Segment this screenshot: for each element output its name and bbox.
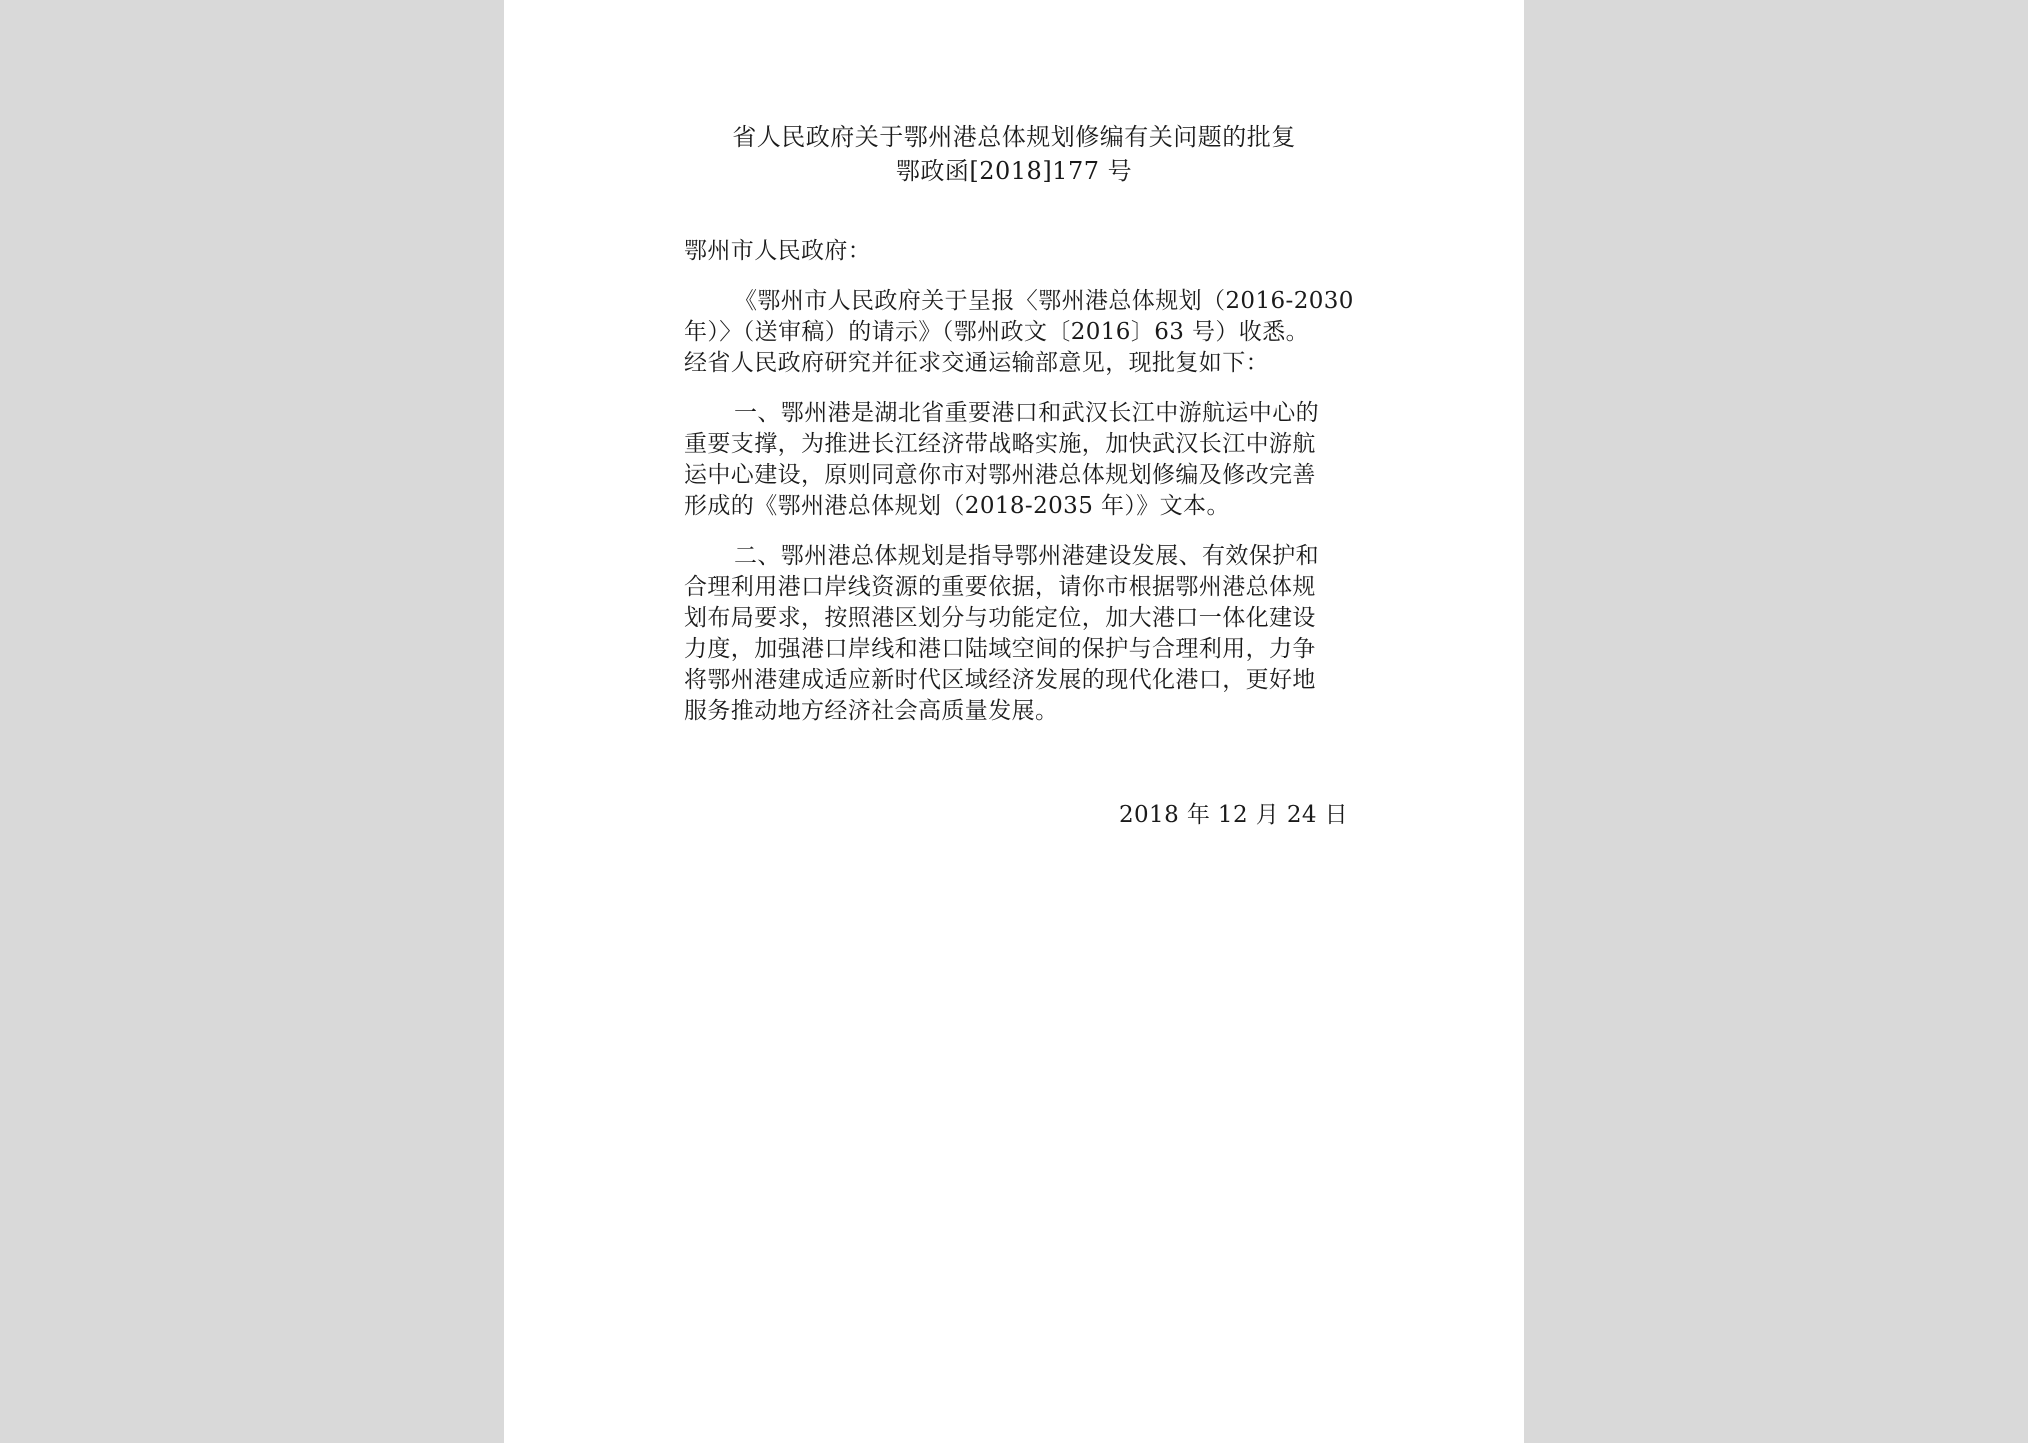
paragraph-3 [684, 541, 1349, 727]
document-date: 2018 年 12 月 24 日 [1118, 802, 1348, 828]
salutation-line: 鄂州市人民政府： [684, 238, 872, 264]
paragraph-line: 合理利用港口岸线资源的重要依据，请你市根据鄂州港总体规 [684, 574, 1316, 600]
paragraph-1 [684, 286, 1354, 379]
paragraph-line: 运中心建设，原则同意你市对鄂州港总体规划修编及修改完善 [684, 462, 1316, 488]
document-page [504, 0, 1524, 1443]
paragraph-line: 二、鄂州港总体规划是指导鄂州港建设发展、有效保护和 [734, 543, 1319, 569]
paragraph-line: 服务推动地方经济社会高质量发展。 [684, 698, 1059, 724]
paragraph-line: 经省人民政府研究并征求交通运输部意见，现批复如下： [684, 350, 1269, 376]
document-number: 鄂政函[2018]177 号 [895, 157, 1133, 185]
salutation [684, 236, 1349, 267]
paragraph-line: 形成的《鄂州港总体规划（2018-2035 年）》文本。 [684, 493, 1230, 519]
paragraph-2 [684, 398, 1349, 522]
paragraph-line: 《鄂州市人民政府关于呈报〈鄂州港总体规划（2016-2030 [734, 288, 1354, 314]
paragraph-line: 重要支撑，为推进长江经济带战略实施，加快武汉长江中游航 [684, 431, 1316, 457]
document-title: 省人民政府关于鄂州港总体规划修编有关问题的批复 [732, 123, 1296, 151]
paragraph-line: 力度，加强港口岸线和港口陆域空间的保护与合理利用，力争 [684, 636, 1316, 662]
paragraph-line: 年）〉（送审稿）的请示》（鄂州政文〔2016〕63 号）收悉。 [684, 319, 1310, 345]
paragraph-line: 划布局要求，按照港区划分与功能定位，加大港口一体化建设 [684, 605, 1316, 631]
paragraph-line: 将鄂州港建成适应新时代区域经济发展的现代化港口，更好地 [684, 667, 1316, 693]
paragraph-line: 一、鄂州港是湖北省重要港口和武汉长江中游航运中心的 [734, 400, 1319, 426]
